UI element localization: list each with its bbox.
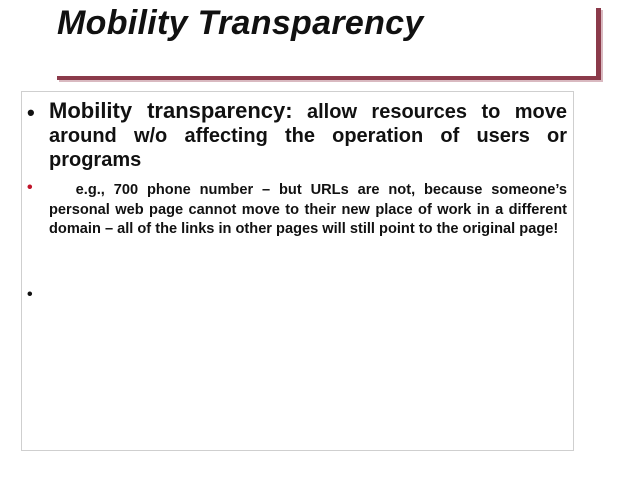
bullet-description: allow resources to move around w/o affecting the operation of users or programs bbox=[49, 101, 567, 171]
bullet-term: Mobility transparency: bbox=[49, 98, 293, 123]
title-accent-bar-shadow bbox=[601, 10, 603, 82]
title-underline-shadow bbox=[59, 80, 603, 82]
slide-title: Mobility Transparency bbox=[57, 4, 424, 42]
bullet-marker: • bbox=[27, 179, 33, 196]
bullet-text bbox=[49, 99, 567, 172]
bullet-marker: • bbox=[27, 286, 33, 303]
bullet-text: e.g., 700 phone number – but URLs are not, because someone’s personal web page cannot move to their new place of work in a different domain – all of the links in other pages will still point to the original page! bbox=[49, 182, 572, 237]
content-panel bbox=[21, 91, 574, 451]
bullet-marker: • bbox=[27, 100, 35, 125]
